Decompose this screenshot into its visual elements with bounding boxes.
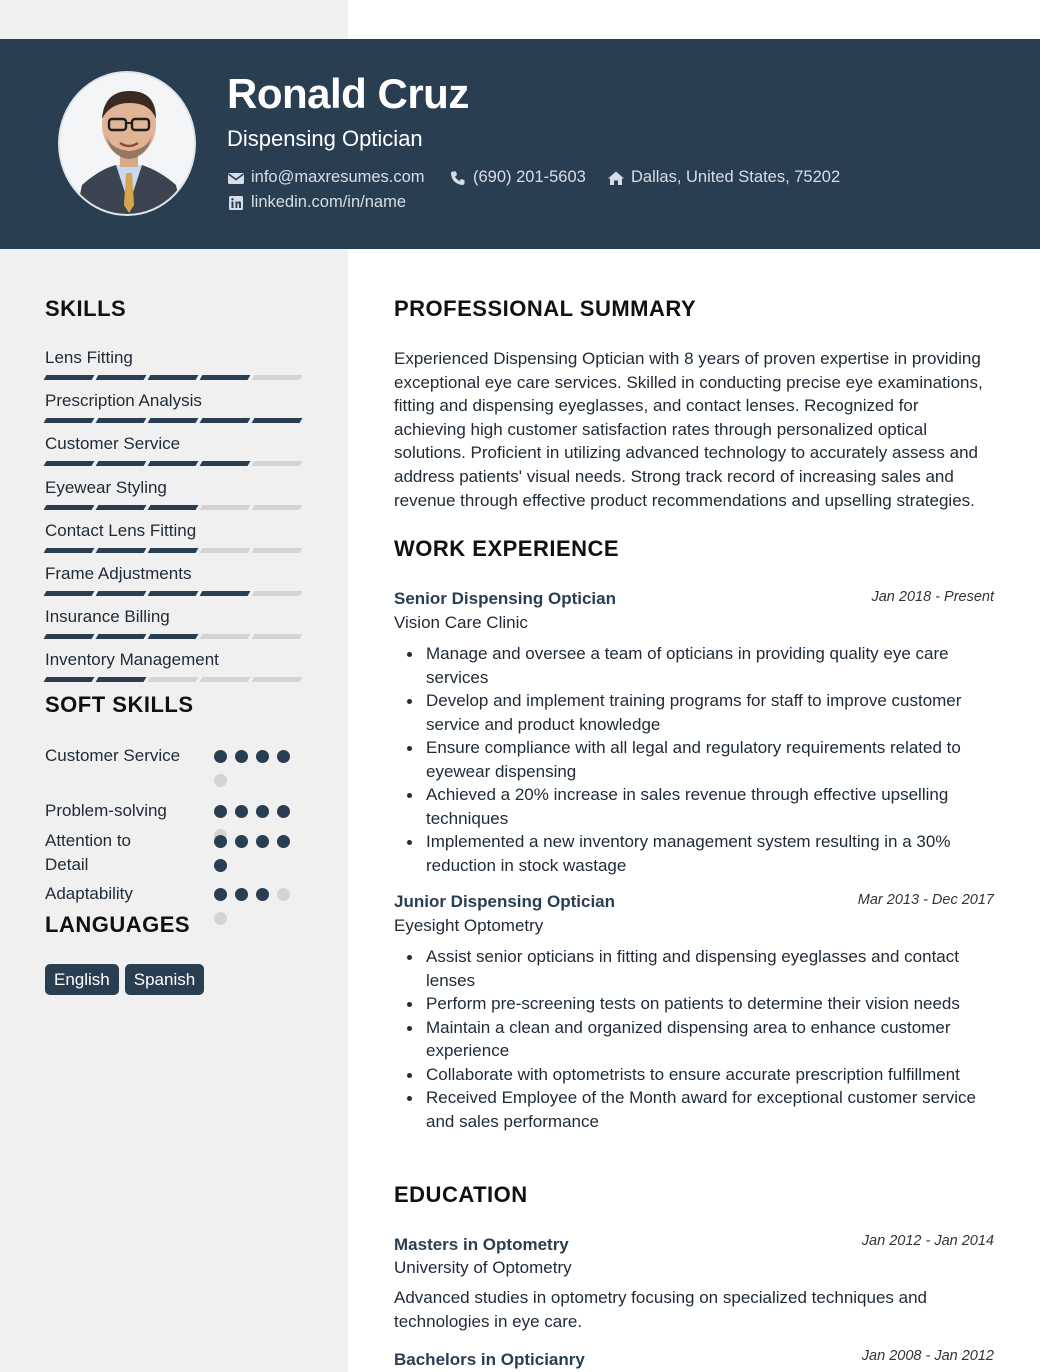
soft-skill-dot [256,888,269,901]
skill-level-bar [45,634,305,639]
candidate-title: Dispensing Optician [227,126,423,151]
skill-name: Inventory Management [45,650,219,670]
soft-skill-name: Customer Service [45,746,181,765]
skill-level-segment [96,418,147,423]
skill-level-segment [96,634,147,639]
education-degree: Masters in Optometry [394,1235,569,1254]
skill-name: Eyewear Styling [45,477,167,497]
skill-level-segment [44,461,95,466]
job-bullet: Assist senior opticians in fitting and dispensing eyeglasses and contact lenses [426,945,996,992]
skill-level-segment [148,548,199,553]
skill-level-segment [148,375,199,380]
soft-skill-dot [214,805,227,818]
skill-level-segment [96,677,147,682]
skill-level-segment [44,677,95,682]
skill-level-segment [200,591,251,596]
skill-level-bar [45,548,305,553]
skill-level-bar [45,505,305,510]
skill-name: Contact Lens Fitting [45,520,197,540]
skill-level-segment [96,375,147,380]
skill-level-segment [148,677,199,682]
soft-skills-heading: SOFT SKILLS [45,692,194,717]
skill-item [45,564,305,596]
job-bullet: Maintain a clean and organized dispensing area to enhance customer experience [426,1016,996,1063]
skill-level-segment [252,548,303,553]
job-bullets [426,945,996,1133]
language-badge: English [45,964,119,995]
skill-level-segment [96,461,147,466]
skill-level-bar [45,461,305,466]
skill-level-segment [200,634,251,639]
soft-skill-name: Attention to Detail [45,831,132,874]
skill-level-bar [45,677,305,682]
job-role: Senior Dispensing Optician [394,589,616,608]
job-bullet: Collaborate with optometrists to ensure accurate prescription fulfillment [426,1063,996,1087]
skill-name: Frame Adjustments [45,564,192,583]
soft-skill-dot [277,835,290,848]
skill-level-segment [44,634,95,639]
job-company: Eyesight Optometry [394,916,544,935]
skill-item [45,521,305,553]
education-degree: Bachelors in Opticianry [394,1350,585,1369]
job-bullet: Received Employee of the Month award for exceptional customer service and sales performance [426,1086,996,1133]
skill-level-segment [252,505,303,510]
languages-heading: LANGUAGES [45,912,191,937]
skill-level-segment [200,548,251,553]
job-bullets [426,642,996,877]
soft-skill-dot [214,888,227,901]
home-icon [607,170,625,186]
skill-name: Lens Fitting [45,348,133,367]
job-bullet: Achieved a 20% increase in sales revenue through effective upselling techniques [426,783,996,830]
skill-level-segment [252,677,303,682]
soft-skill-dot [214,835,227,848]
phone-icon [449,170,467,186]
skill-name: Customer Service [45,434,181,454]
profile-photo-illustration [60,73,196,216]
skill-level-segment [44,375,95,380]
education-heading: EDUCATION [394,1182,528,1207]
linkedin-icon [227,195,245,211]
skill-level-segment [44,591,95,596]
soft-skill-dot [214,912,227,925]
skill-level-segment [148,634,199,639]
skill-level-segment [44,548,95,553]
contact-email-text: info@maxresumes.com [251,168,425,186]
contact-linkedin[interactable] [227,193,406,212]
contact-location-text: Dallas, United States, 75202 [631,168,841,186]
skill-level-segment [252,461,303,466]
language-badge: Spanish [125,964,204,995]
job-bullet: Perform pre-screening tests on patients to determine their vision needs [426,992,996,1016]
soft-skill-dot [277,888,290,901]
skill-level-segment [44,505,95,510]
skill-level-bar [45,418,305,423]
soft-skill-dot [256,805,269,818]
skill-level-bar [45,375,305,380]
soft-skill-dot [235,888,248,901]
soft-skill-name: Problem-solving [45,801,167,820]
soft-skill-name: Adaptability [45,884,133,903]
job-role: Junior Dispensing Optician [394,892,616,911]
skill-level-segment [96,505,147,510]
education-dates: Jan 2012 - Jan 2014 [861,1233,994,1249]
soft-skill-dot [277,750,290,763]
skill-item [45,391,305,423]
skill-level-segment [252,591,303,596]
skill-level-segment [200,375,251,380]
skill-level-segment [148,418,199,423]
candidate-name: Ronald Cruz [227,70,469,117]
contact-email[interactable] [227,168,425,187]
job-dates: Mar 2013 - Dec 2017 [857,892,994,908]
soft-skill-dot [256,835,269,848]
job-dates: Jan 2018 - Present [871,589,994,605]
skill-level-segment [200,418,251,423]
skill-level-segment [252,418,303,423]
skill-level-bar [45,591,305,596]
soft-skill-dot [214,774,227,787]
job-company: Vision Care Clinic [394,613,528,632]
education-description: Advanced studies in optometry focusing on specialized techniques and technologies in eye care. [394,1288,928,1331]
skill-item [45,607,305,639]
soft-skill-dot [235,805,248,818]
contact-linkedin-text: linkedin.com/in/name [251,193,406,211]
skill-level-segment [252,634,303,639]
skill-level-segment [200,461,251,466]
skill-name: Prescription Analysis [45,391,202,411]
soft-skill-dot [256,750,269,763]
skill-level-segment [252,375,303,380]
languages-list [45,964,210,995]
experience-heading: WORK EXPERIENCE [394,536,620,561]
education-school: University of Optometry [394,1258,572,1277]
soft-skill-dot [235,750,248,763]
skill-item [45,650,305,682]
skill-level-segment [96,591,147,596]
job-bullet: Develop and implement training programs for staff to improve customer service and product knowledge [426,689,996,736]
soft-skill-dot [277,805,290,818]
skill-level-segment [44,418,95,423]
skill-level-segment [148,461,199,466]
soft-skill-dot [214,750,227,763]
job-bullet: Ensure compliance with all legal and regulatory requirements related to eyewear dispensing [426,736,996,783]
envelope-icon [227,170,245,186]
soft-skill-dot [214,859,227,872]
education-dates: Jan 2008 - Jan 2012 [861,1348,994,1364]
skill-item [45,434,305,466]
contact-location [607,168,840,187]
skill-level-segment [200,677,251,682]
skill-level-segment [148,591,199,596]
skills-heading: SKILLS [45,296,127,321]
skill-level-segment [200,505,251,510]
skill-item [45,478,305,510]
skill-name: Insurance Billing [45,607,170,627]
skill-item [45,348,305,380]
summary-text: Experienced Dispensing Optician with 8 years of proven expertise in providing exceptional eye care services. Skilled in conducting precise eye examinations, fitting and dispensing eyeglasses, and contact lenses. Recognized for achieving high customer satisfaction rates through personalized optical solutions. Proficient in utilizing advanced technology to accurately assess and address patients' visual needs. Strong track record of increasing sales and revenue through effective product recommendations and upselling strategies. [394,349,983,510]
soft-skill-dot [235,835,248,848]
job-bullet: Manage and oversee a team of opticians in providing quality eye care services [426,642,996,689]
job-bullet: Implemented a new inventory management system resulting in a 30% reduction in stock wastage [426,830,996,877]
summary-heading: PROFESSIONAL SUMMARY [394,296,697,321]
contact-phone-text: (690) 201-5603 [473,168,586,186]
contact-phone[interactable] [449,168,586,187]
skill-level-segment [148,505,199,510]
skill-level-segment [96,548,147,553]
profile-photo [58,71,196,216]
